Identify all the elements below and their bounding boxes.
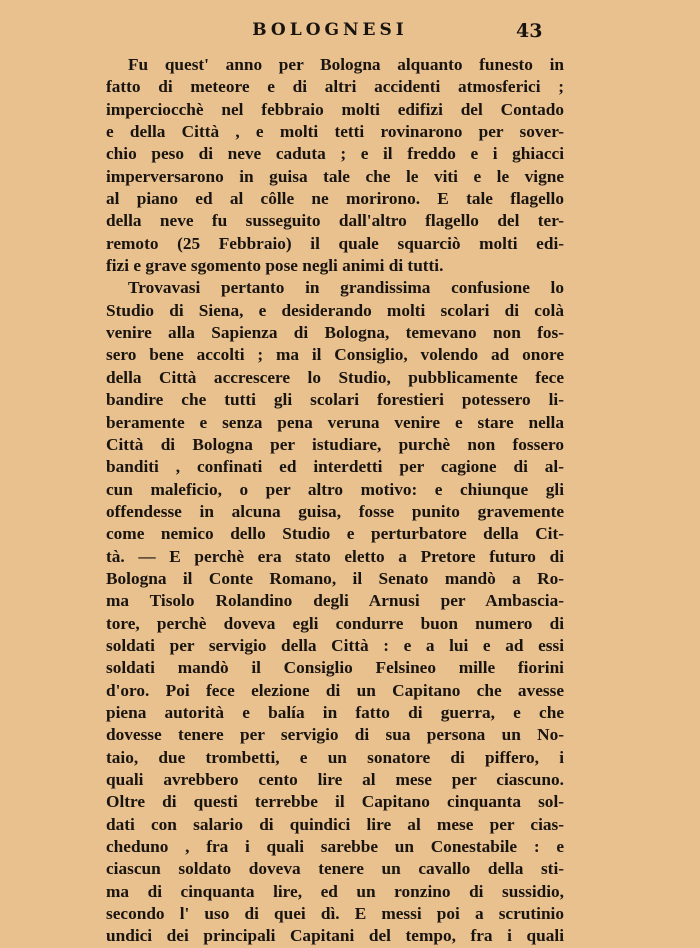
text-line: della Città accrescere lo Studio, pubblicamente fece — [106, 367, 564, 387]
text-line: taio, due trombetti, e un sonatore di piffero, i — [106, 747, 564, 767]
text-line: beramente e senza pena veruna venire e stare nella — [106, 412, 564, 432]
running-title: BOLOGNESI — [252, 20, 408, 40]
text-line: ma di cinquanta lire, ed un ronzino di sussidio, — [106, 881, 564, 901]
text-line: d'oro. Poi fece elezione di un Capitano che avesse — [106, 680, 564, 700]
text-line: soldati per servigio della Città : e a lui e ad essi — [106, 635, 564, 655]
text-line: banditi , confinati ed interdetti per cagione di al- — [106, 457, 564, 477]
text-line: ciascun soldato doveva tenere un cavallo della sti- — [106, 859, 564, 879]
text-line: imperversarono in guisa tale che le viti e le vigne — [106, 166, 564, 186]
text-line: quali avrebbero cento lire al mese per ciascuno. — [106, 770, 564, 789]
text-line: Trovavasi pertanto in grandissima confusione lo — [128, 278, 564, 298]
text-line: soldati mandò il Consiglio Felsineo mille fiorini — [106, 658, 564, 678]
running-head — [0, 18, 700, 48]
page-number: 43 — [516, 20, 543, 42]
text-line: tore, perchè doveva egli condurre buon numero di — [106, 613, 564, 633]
text-line: della neve fu susseguito dall'altro flagello del ter- — [106, 211, 564, 231]
text-line: Studio di Siena, e desiderando molti scolari di colà — [106, 300, 564, 320]
text-line: cun maleficio, o per altro motivo: e chiunque gli — [106, 479, 564, 499]
text-line: fizi e grave sgomento pose negli animi di tutti. — [106, 256, 444, 276]
text-line: remoto (25 Febbraio) il quale squarciò molti edi- — [106, 233, 564, 253]
text-line: secondo l' uso di quei dì. E messi poi a scrutinio — [106, 904, 564, 924]
text-line: al piano ed al côlle ne morirono. E tale flagello — [106, 189, 564, 209]
text-line: piena autorità e balía in fatto di guerra, e che — [106, 702, 564, 722]
text-line: offendesse in alcuna guisa, fosse punito gravemente — [106, 501, 564, 521]
text-line: chio peso di neve caduta ; e il freddo e i ghiacci — [106, 144, 564, 164]
text-line: come nemico dello Studio e perturbatore della Cit- — [106, 524, 564, 544]
text-line: tà. — E perchè era stato eletto a Pretore futuro di — [106, 546, 564, 566]
text-line: venire alla Sapienza di Bologna, temevano non fos- — [106, 323, 564, 343]
text-line: Oltre di questi terrebbe il Capitano cinquanta sol- — [106, 792, 564, 812]
text-line: bandire che tutti gli scolari forestieri potessero li- — [106, 390, 564, 410]
text-line: dovesse tenere per servigio di sua persona un No- — [106, 725, 564, 745]
text-line: Fu quest' anno per Bologna alquanto funesto in — [128, 55, 564, 74]
text-line: e della Città , e molti tetti rovinarono per sover- — [106, 122, 564, 142]
text-line: cheduno , fra i quali sarebbe un Conestabile : e — [106, 837, 564, 857]
text-line: sero bene accolti ; ma il Consiglio, volendo ad onore — [106, 345, 564, 365]
text-line: Città di Bologna per istudiare, purchè non fossero — [106, 434, 564, 454]
body-text — [106, 54, 564, 948]
text-line: fatto di meteore e di altri accidenti atmosferici ; — [106, 77, 564, 97]
text-line: ma Tisolo Rolandino degli Arnusi per Ambascia- — [106, 591, 564, 611]
text-line: undici dei principali Capitani del tempo, fra i quali — [106, 926, 564, 946]
text-line: Bologna il Conte Romano, il Senato mandò a Ro- — [106, 568, 564, 588]
text-line: dati con salario di quindici lire al mese per cias- — [106, 814, 564, 834]
text-line: imperciocchè nel febbraio molti edifizi del Contado — [106, 99, 564, 119]
